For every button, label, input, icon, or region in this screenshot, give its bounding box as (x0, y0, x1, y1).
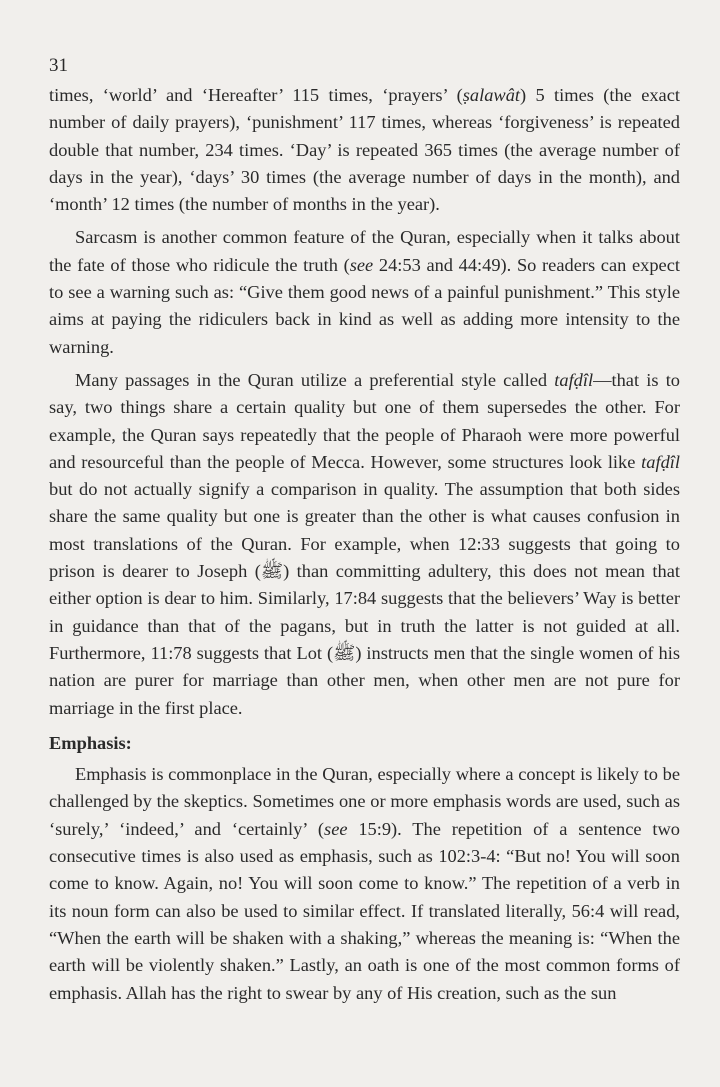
text-run: 24:53 and 44:49). So readers can expect to see a warning such as: “Give them good news of a painful punishment.” This style aims at paying the ridiculers back in kind as well as adding more intensity to the warning. (49, 254, 680, 357)
italic-term: see (324, 818, 348, 839)
text-run: ) 5 times (the exact number of daily prayers), ‘punishment’ 117 times, whereas ‘forgiveness’ is repeated double that number, 234 times. ‘Day’ is repeated 365 times (the average number of days in the year), ‘days’ 30 times (the average number of days in the month), and ‘month’ 12 times (the number of months in the year). (49, 85, 680, 215)
text-run: but do not actually signify a comparison in quality. The assumption that both sides share the same quality but one is greater than the other is what causes confusion in most translations of the Quran. For example, when 12:33 suggests that going to prison is dearer to Joseph (ﷺ) than committing adultery, this does not mean that either option is dear to him. Similarly, 17:84 suggests that the believers’ Way is better in guidance than that of the pagans, but in truth the latter is not guided at all. Furthermore, 11:78 suggests that Lot (ﷺ) instructs men that the single women of his nation are purer for marriage than other men, when other men are not pure for marriage in the first place. (49, 479, 680, 718)
text-run: —that is to say, two things share a certain quality but one of them supersedes the other. For example, the Quran says repeatedly that the people of Pharaoh were more powerful and resourceful than the people of Mecca. However, some structures look like (49, 369, 681, 472)
paragraph-emphasis (49, 761, 680, 1007)
paragraph-counts (49, 82, 680, 218)
text-run: Emphasis is commonplace in the Quran, especially where a concept is likely to be challenged by the skeptics. Sometimes one or more emphasis words are used, such as ‘surely,’ ‘indeed,’ and ‘certainly’ ( (49, 764, 680, 839)
italic-term: tafḍîl (641, 451, 680, 472)
text-run: Sarcasm is another common feature of the Quran, especially when it talks about the fate of those who ridicule the truth ( (49, 227, 680, 275)
text-run: 15:9). The repetition of a sentence two consecutive times is also used as emphasis, such as 102:3-4: “But no! You will soon come to know. Again, no! You will soon come to know.” The repetition of a verb in its noun form can also be used to similar effect. If translated literally, 56:4 will read, “When the earth will be shaken with a shaking,” whereas the meaning is: “When the earth will be violently shaken.” Lastly, an oath is one of the most common forms of emphasis. Allah has the right to swear by any of His creation, such as the sun (49, 818, 680, 1003)
text-run: Many passages in the Quran utilize a preferential style called (75, 369, 555, 390)
italic-term: ṣalawât (462, 85, 520, 105)
text-run: times, ‘world’ and ‘Hereafter’ 115 times, ‘prayers’ ( (49, 85, 463, 105)
italic-term: see (349, 254, 374, 275)
page-number: 31 (49, 55, 68, 76)
section-heading-emphasis: Emphasis: (49, 732, 132, 753)
italic-term: tafḍîl (554, 369, 594, 390)
paragraph-tafdil (49, 367, 680, 722)
paragraph-sarcasm (49, 224, 680, 360)
